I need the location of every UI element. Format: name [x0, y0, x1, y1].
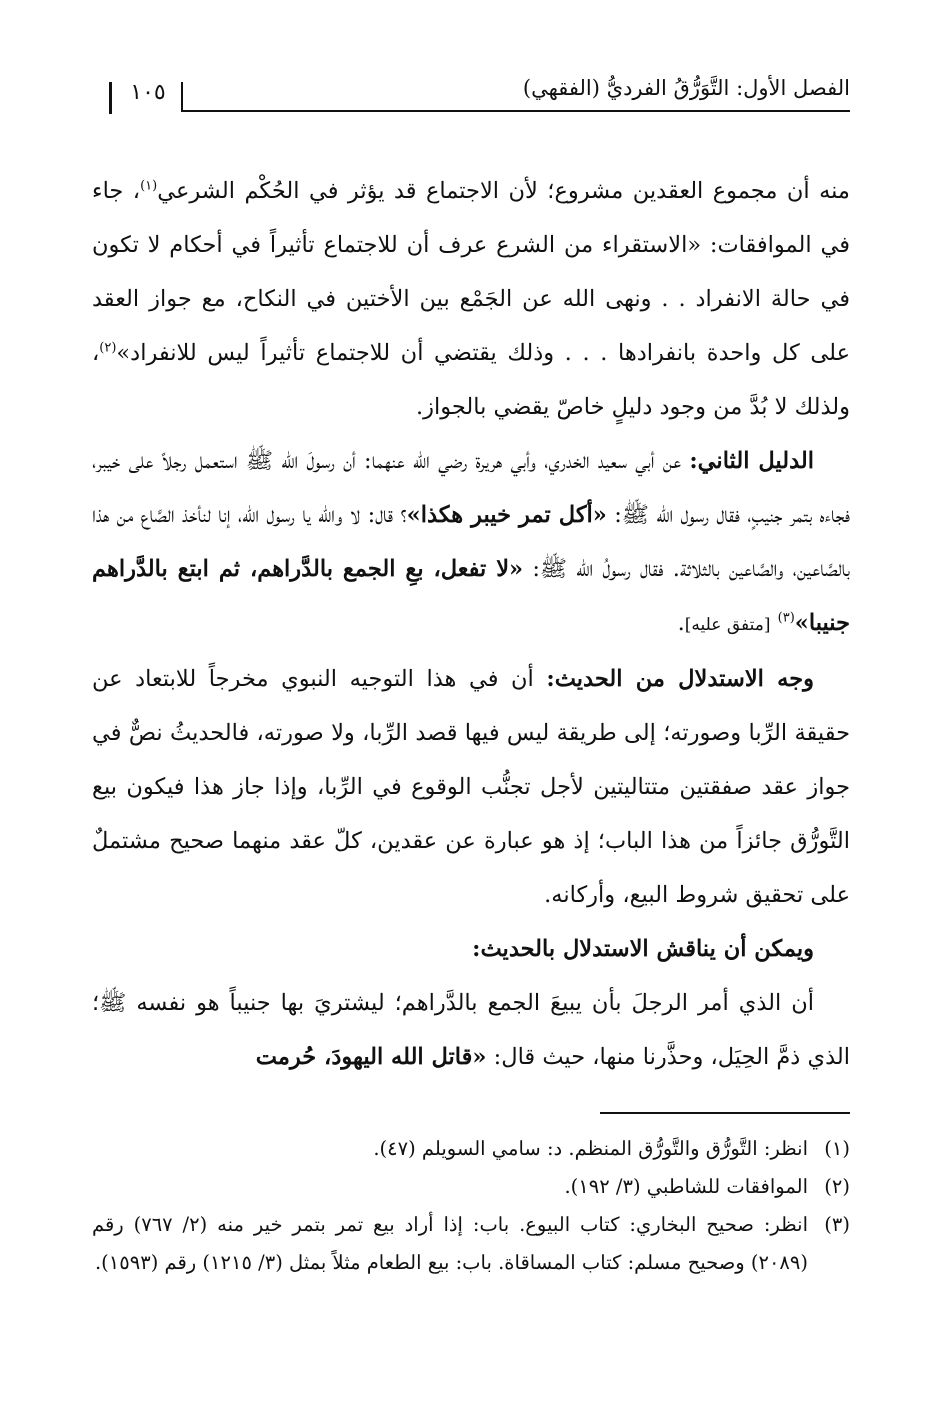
- footnote-separator: [600, 1112, 850, 1114]
- footnote-1: [92, 1130, 850, 1168]
- text-span: عن أبي سعيد الخدري، وأبي هريرة رضي الله عنهما: أن رسولَ الله ﷺ استعمل رجلاً على خيبر، فجاءه بتمر جنيبٍ، فقال رسول الله ﷺ:: [92, 448, 850, 528]
- text-span: أن في هذا التوجيه النبوي مخرجاً للابتعاد عن حقيقة الرِّبا وصورته؛ إلى طريقة ليس فيها قصد الرِّبا، ولا صورته، فالحديثُ نصٌّ في جواز عقد صفقتين متتاليتين لأجل تجنُّب الوقوع في الرِّبا، وإذا جاز هذا فيكون بيع التَّورُّق جائزاً من هذا الباب؛ إذ هو عبارة عن عقدين، كلّ عقد منهما صحيح مشتملٌ على تحقيق شروط البيع، وأركانه.: [92, 666, 850, 908]
- page-number-bar: [109, 82, 112, 114]
- footnote-2: [92, 1168, 850, 1206]
- hadith-quote: «لا تفعل، بعِ الجمع بالدَّراهم، ثم ابتع بالدَّراهم جنيبا»: [92, 556, 850, 636]
- page-number-divider: [181, 82, 183, 112]
- objection-heading: ويمكن أن يناقش الاستدلال بالحديث:: [472, 936, 814, 962]
- footnote-text: انظر: التَّورُّق والتَّورُّق المنظم. د: سامي السويلم (٤٧).: [373, 1137, 808, 1160]
- footnote-number: (٢): [824, 1175, 850, 1198]
- text-span: ، ولذلك لا بُدَّ من وجود دليلٍ خاصّ يقضي بالجواز.: [92, 340, 850, 420]
- page-number: ١٠٥: [130, 80, 166, 105]
- chapter-title: الفصل الأول: التَّوَرُّقُ الفرديُّ (الفقهي): [522, 76, 850, 100]
- paragraph-3: [92, 652, 850, 922]
- text-span: .: [677, 610, 685, 636]
- footnote-ref-1: (١): [140, 178, 158, 194]
- paragraph-2: [92, 434, 850, 652]
- text-span: منه أن مجموع العقدين مشروع؛ لأن الاجتماع قد يؤثر في الحُكْم الشرعي: [157, 178, 850, 204]
- footnote-ref-2: (٢): [99, 340, 117, 356]
- footnote-text: انظر: صحيح البخاري: كتاب البيوع. باب: إذا أراد بيع تمر بتمر خير منه (٢/ ٧٦٧) رقم (٢٠٨٩) وصحيح مسلم: كتاب المساقاة. باب: بيع الطعام مثلاً بمثل (٣/ ١٢١٥) رقم (١٥٩٣).: [92, 1213, 808, 1274]
- running-header: [105, 70, 850, 114]
- footnote-text: الموافقات للشاطبي (٣/ ١٩٢).: [564, 1175, 808, 1198]
- hadith-quote: «قاتل الله اليهودَ، حُرمت: [255, 1044, 487, 1070]
- hadith-quote: «أكل تمر خيبر هكذا»: [406, 502, 607, 528]
- footnotes: [92, 1130, 850, 1282]
- evidence-heading: الدليل الثاني:: [689, 448, 814, 474]
- paragraph-4: [92, 976, 850, 1084]
- footnote-3: [92, 1206, 850, 1282]
- text-span: ، جاء في الموافقات: «الاستقراء من الشرع عرف أن للاجتماع تأثيراً في أحكام لا تكون في حالة الانفراد . . ونهى الله عن الجَمْع بين الأختين في النكاح، مع جواز العقد على كل واحدة بانفرادها . . . وذلك يقتضي أن للاجتماع تأثيراً ليس للانفراد»: [92, 178, 850, 366]
- header-rule: [183, 110, 850, 112]
- text-span: ؟ قال: لا والله يا رسول الله، إنا لنأخذ الصَّاع من هذا بالصَّاعين، والصَّاعين بالثلاثة. فقال رسولُ الله ﷺ:: [92, 502, 850, 582]
- hadith-source: [متفق عليه]: [684, 615, 771, 635]
- inference-heading: وجه الاستدلال من الحديث:: [546, 666, 814, 692]
- footnote-number: (٣): [824, 1213, 850, 1236]
- section-heading: [92, 922, 850, 976]
- text-span: [771, 610, 778, 636]
- main-text: [92, 164, 850, 1084]
- text-span: أن الذي أمر الرجلَ بأن يبيعَ الجمع بالدَّراهم؛ ليشتريَ بها جنيباً هو نفسه ﷺ؛ الذي ذمَّ الحِيَل، وحذَّرنا منها، حيث قال:: [92, 990, 850, 1070]
- footnote-ref-3: (٣): [777, 610, 795, 626]
- footnote-number: (١): [824, 1137, 850, 1160]
- paragraph-1: [92, 164, 850, 434]
